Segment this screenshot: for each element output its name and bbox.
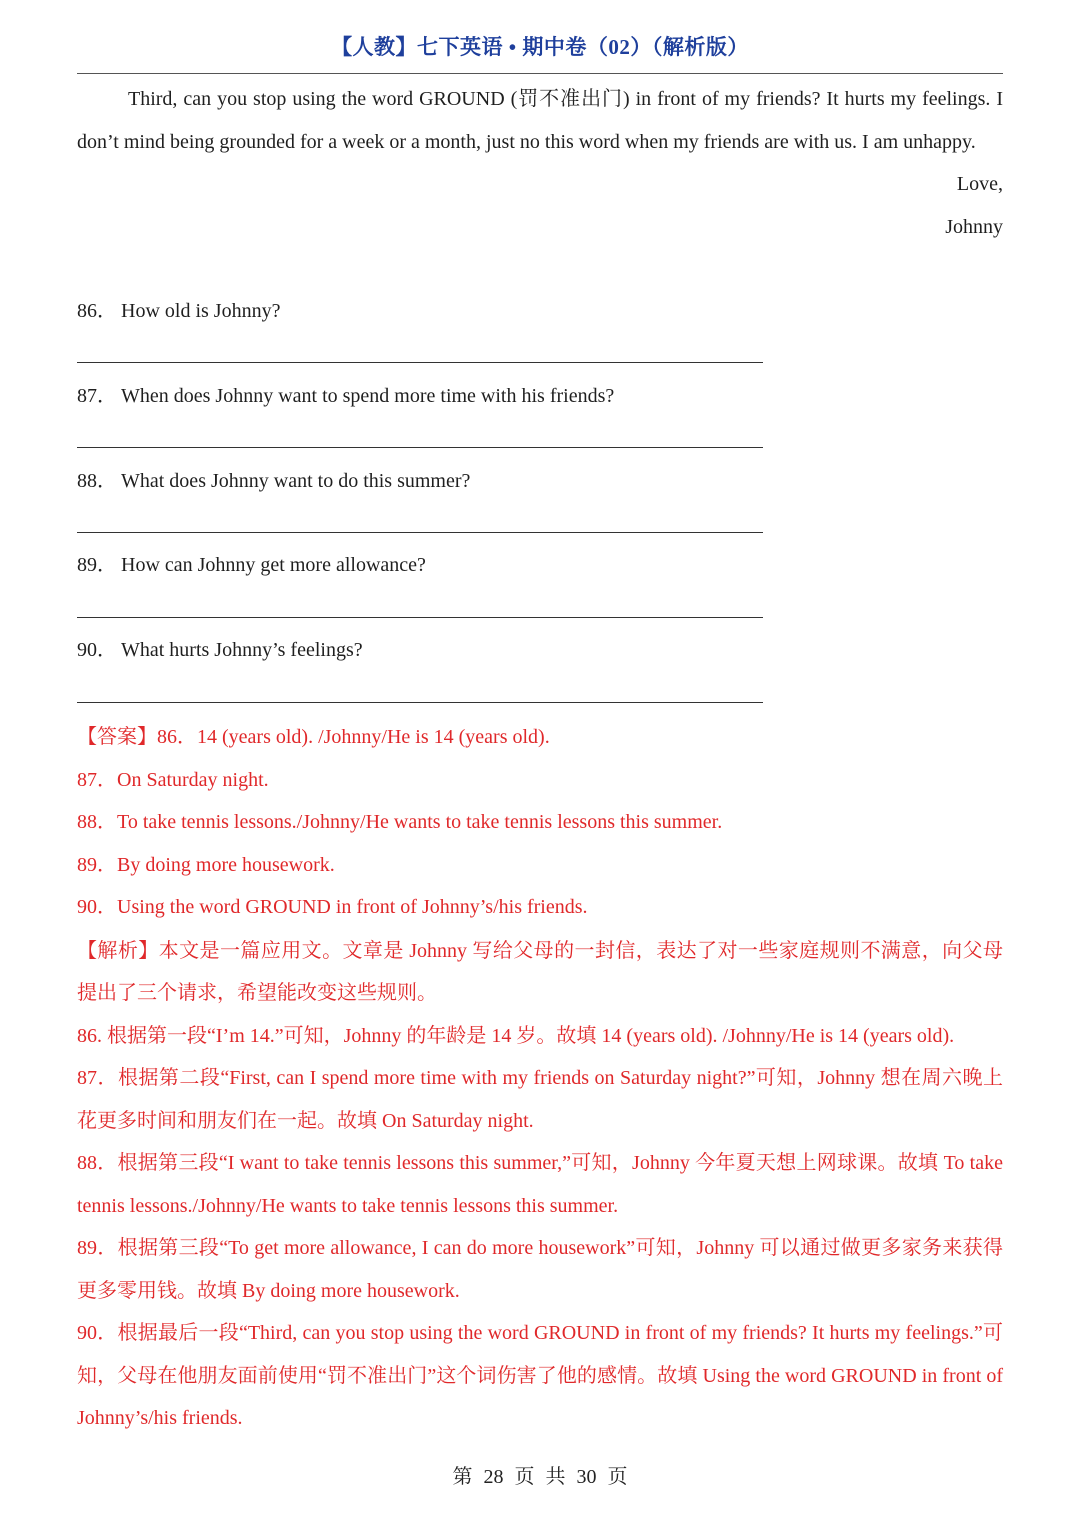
question-text: How can Johnny get more allowance? — [121, 554, 426, 576]
question-90 — [77, 637, 363, 663]
answer-tag: 【答案】 — [77, 724, 157, 748]
answer-line-86[interactable] — [77, 362, 763, 363]
question-89 — [77, 552, 426, 578]
question-text: How old is Johnny? — [121, 300, 281, 322]
question-number: 87． — [77, 385, 117, 407]
passage-paragraph: Third, can you stop using the word GROUND (罚不准出门) in front of my friends? It hurts my feelings. I don’t mind being grounded for a week or a month, just no this word when my friends are with us. I am unhappy. — [77, 88, 1003, 153]
question-text: What does Johnny want to do this summer? — [121, 470, 471, 492]
answer-section — [77, 715, 1003, 1440]
answer-line-88[interactable] — [77, 532, 763, 533]
question-87 — [77, 383, 614, 409]
analysis-89: 89．根据第三段“To get more allowance, I can do more housework”可知，Johnny 可以通过做更多家务来获得更多零用钱。故填 By doing more housework. — [77, 1237, 1003, 1302]
analysis-86: 86. 根据第一段“I’m 14.”可知，Johnny 的年龄是 14 岁。故填 14 (years old). /Johnny/He is 14 (years old). — [77, 1024, 955, 1047]
answer-86: 【答案】86．14 (years old). /Johnny/He is 14 (years old). — [77, 724, 550, 748]
question-88 — [77, 468, 470, 494]
analysis-87: 87．根据第二段“First, can I spend more time with my friends on Saturday night?”可知，Johnny 想在周六晚上花更多时间和朋友们在一起。故填 On Saturday night. — [77, 1067, 1003, 1132]
question-number: 89． — [77, 554, 117, 576]
page-number: 第 28 页 共 30 页 — [452, 1466, 628, 1488]
answer-90: 90．Using the word GROUND in front of Johnny’s/his friends. — [77, 896, 588, 918]
answer-88: 88．To take tennis lessons./Johnny/He wants to take tennis lessons this summer. — [77, 811, 723, 833]
analysis-tag: 【解析】 — [77, 937, 159, 962]
question-number: 90． — [77, 639, 117, 661]
letter-signature: Johnny — [945, 215, 1003, 238]
answer-line-87[interactable] — [77, 447, 763, 448]
answer-line-90[interactable] — [77, 702, 763, 703]
question-number: 86． — [77, 300, 117, 322]
letter-passage — [77, 78, 1003, 248]
page-title: 【人教】七下英语 • 期中卷（02）（解析版） — [331, 35, 749, 59]
analysis-90: 90．根据最后一段“Third, can you stop using the word GROUND in front of my friends? It hurts my feelings.”可知，父母在他朋友面前使用“罚不准出门”这个词伤害了他的感情。故填 Using the word GROUND in front of Johnny’s/his friends. — [77, 1322, 1003, 1429]
header-divider — [77, 73, 1003, 74]
letter-closing: Love, — [956, 173, 1003, 195]
question-text: What hurts Johnny’s feelings? — [121, 639, 363, 661]
answer-87: 87．On Saturday night. — [77, 768, 269, 791]
question-text: When does Johnny want to spend more time with his friends? — [121, 385, 615, 407]
answer-line-89[interactable] — [77, 617, 763, 618]
answer-89: 89．By doing more housework. — [77, 853, 335, 876]
analysis-88: 88．根据第三段“I want to take tennis lessons this summer,”可知，Johnny 今年夏天想上网球课。故填 To take tennis lessons./Johnny/He wants to take tennis lessons this summer. — [77, 1152, 1003, 1217]
question-number: 88． — [77, 470, 117, 492]
question-86 — [77, 298, 280, 324]
analysis-intro: 【解析】本文是一篇应用文。文章是 Johnny 写给父母的一封信，表达了对一些家庭规则不满意，向父母提出了三个请求，希望能改变这些规则。 — [77, 937, 1003, 1004]
